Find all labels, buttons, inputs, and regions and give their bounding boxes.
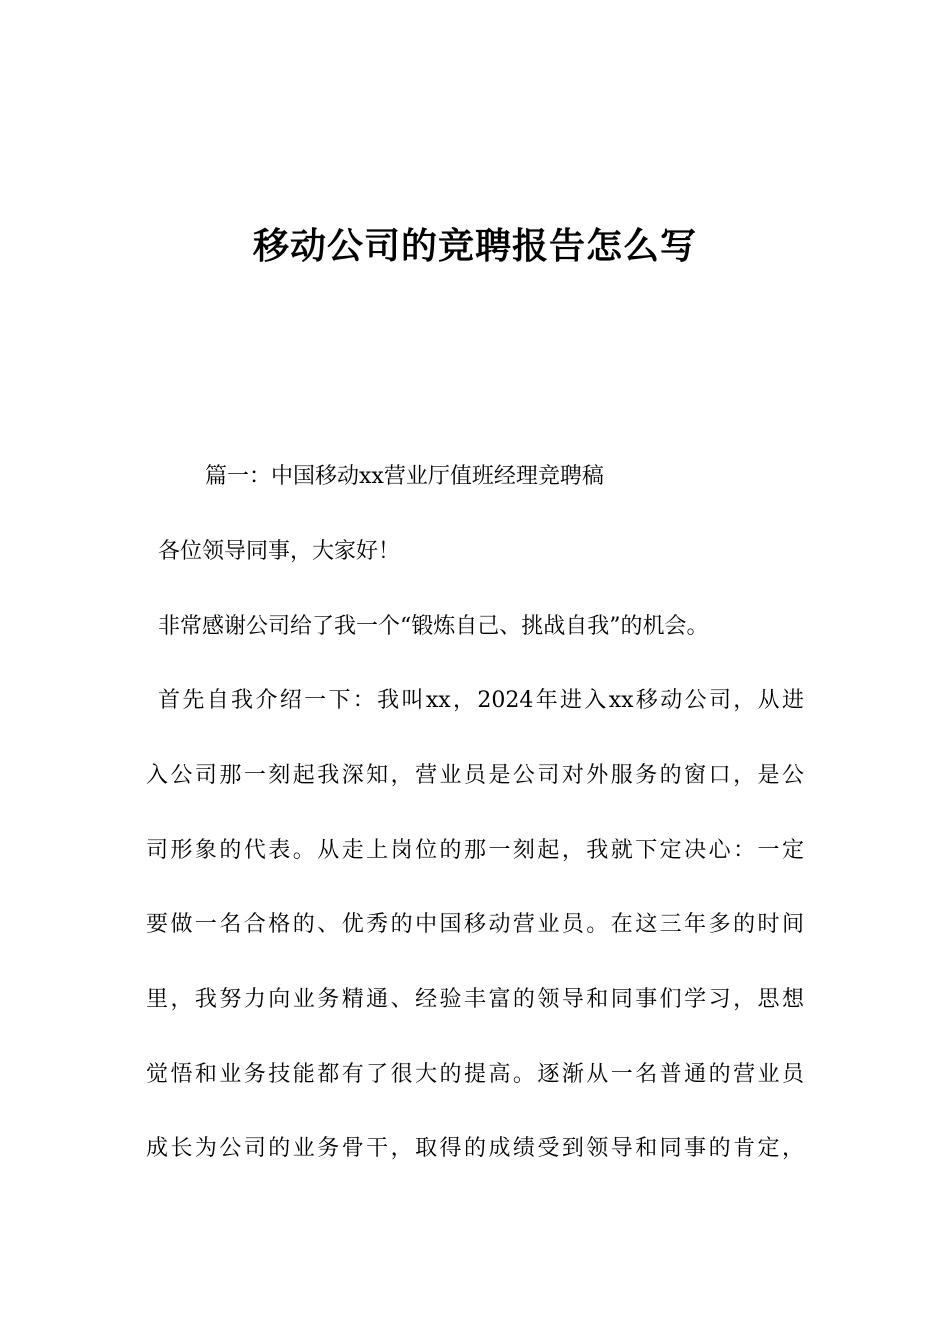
thanks-line: 非常感谢公司给了我一个“锻炼自己、挑战自我”的机会。 <box>158 614 709 639</box>
section-heading: 篇一：中国移动xx营业厅值班经理竞聘稿 <box>205 464 604 489</box>
body-line: 觉悟和业务技能都有了很大的提高。逐渐从一名普通的营业员 <box>146 1062 804 1087</box>
body-line: 司形象的代表。从走上岗位的那一刻起，我就下定决心：一定 <box>146 838 804 863</box>
body-line: 里，我努力向业务精通、经验丰富的领导和同事们学习，思想 <box>146 987 804 1012</box>
body-line: 要做一名合格的、优秀的中国移动营业员。在这三年多的时间 <box>146 912 804 937</box>
body-line: 入公司那一刻起我深知，营业员是公司对外服务的窗口，是公 <box>146 763 804 788</box>
greeting-line: 各位领导同事，大家好！ <box>158 539 401 564</box>
body-line: 成长为公司的业务骨干，取得的成绩受到领导和同事的肯定， <box>146 1136 804 1161</box>
body-line: 首先自我介绍一下：我叫xx，2024年进入xx移动公司，从进 <box>158 688 804 713</box>
document-title: 移动公司的竞聘报告怎么写 <box>252 226 697 267</box>
